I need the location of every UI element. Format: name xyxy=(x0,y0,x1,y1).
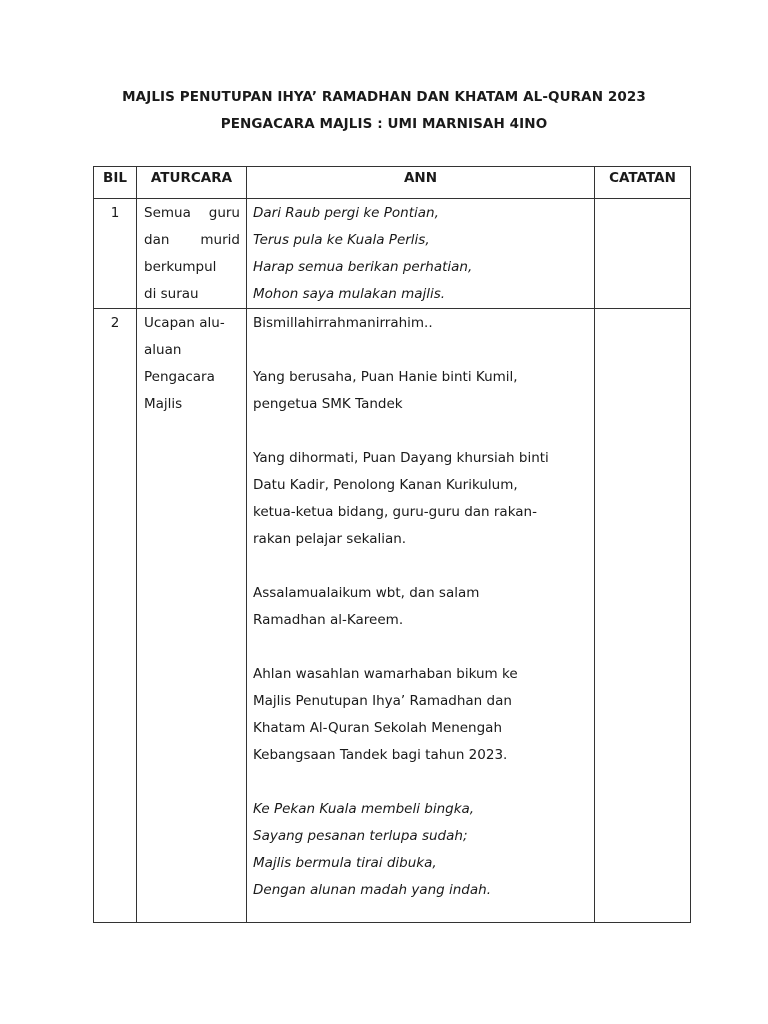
pantun-line: Ke Pekan Kuala membeli bingka, xyxy=(253,801,475,817)
ann-line: Khatam Al-Quran Sekolah Menengah xyxy=(253,720,503,736)
pantun-line: Dengan alunan madah yang indah. xyxy=(253,882,491,898)
aturcara-line: aluan xyxy=(144,342,182,358)
pantun-line: Terus pula ke Kuala Perlis, xyxy=(253,232,430,248)
ann-line: Yang berusaha, Puan Hanie binti Kumil, xyxy=(253,369,518,385)
programme-table xyxy=(93,166,691,923)
column-header-bil: BIL xyxy=(94,167,137,199)
row-number: 2 xyxy=(94,309,137,923)
pantun-line: Sayang pesanan terlupa sudah; xyxy=(253,828,468,844)
ann-line: Bismillahirrahmanirrahim.. xyxy=(253,315,433,331)
pantun-line: Harap semua berikan perhatian, xyxy=(253,259,473,275)
pantun-line: Mohon saya mulakan majlis. xyxy=(253,286,446,302)
aturcara-line: di surau xyxy=(144,286,199,302)
ann-cell xyxy=(247,309,595,923)
aturcara-line: berkumpul xyxy=(144,259,217,275)
ann-line: Ramadhan al-Kareem. xyxy=(253,612,404,628)
ann-line: rakan pelajar sekalian. xyxy=(253,531,407,547)
table-row xyxy=(94,309,691,923)
emcee-subtitle: PENGACARA MAJLIS : UMI MARNISAH 4INO xyxy=(220,116,548,132)
table-row xyxy=(94,199,691,309)
column-header-ann: ANN xyxy=(247,167,595,199)
ann-line: ketua-ketua bidang, guru-guru dan rakan- xyxy=(253,504,537,520)
aturcara-line: Semua guru xyxy=(144,205,240,221)
aturcara-line: Pengacara xyxy=(144,369,215,385)
aturcara-cell xyxy=(137,199,247,309)
ann-line: pengetua SMK Tandek xyxy=(253,396,403,412)
aturcara-line: Ucapan alu- xyxy=(144,315,225,331)
aturcara-line: dan murid xyxy=(144,232,240,248)
aturcara-cell xyxy=(137,309,247,923)
ann-line: Majlis Penutupan Ihya’ Ramadhan dan xyxy=(253,693,512,709)
ann-line: Ahlan wasahlan wamarhaban bikum ke xyxy=(253,666,518,682)
document-title: MAJLIS PENUTUPAN IHYA’ RAMADHAN DAN KHATAM AL-QURAN 2023 xyxy=(122,89,646,105)
row-number: 1 xyxy=(94,199,137,309)
catatan-cell xyxy=(595,309,691,923)
ann-line: Yang dihormati, Puan Dayang khursiah binti xyxy=(253,450,549,466)
column-header-catatan: CATATAN xyxy=(595,167,691,199)
table-header-row xyxy=(94,167,691,199)
ann-line: Kebangsaan Tandek bagi tahun 2023. xyxy=(253,747,508,763)
catatan-cell xyxy=(595,199,691,309)
ann-cell xyxy=(247,199,595,309)
column-header-aturcara: ATURCARA xyxy=(137,167,247,199)
pantun-line: Dari Raub pergi ke Pontian, xyxy=(253,205,439,221)
pantun-line: Majlis bermula tirai dibuka, xyxy=(253,855,437,871)
ann-line: Datu Kadir, Penolong Kanan Kurikulum, xyxy=(253,477,518,493)
aturcara-line: Majlis xyxy=(144,396,183,412)
ann-line: Assalamualaikum wbt, dan salam xyxy=(253,585,480,601)
